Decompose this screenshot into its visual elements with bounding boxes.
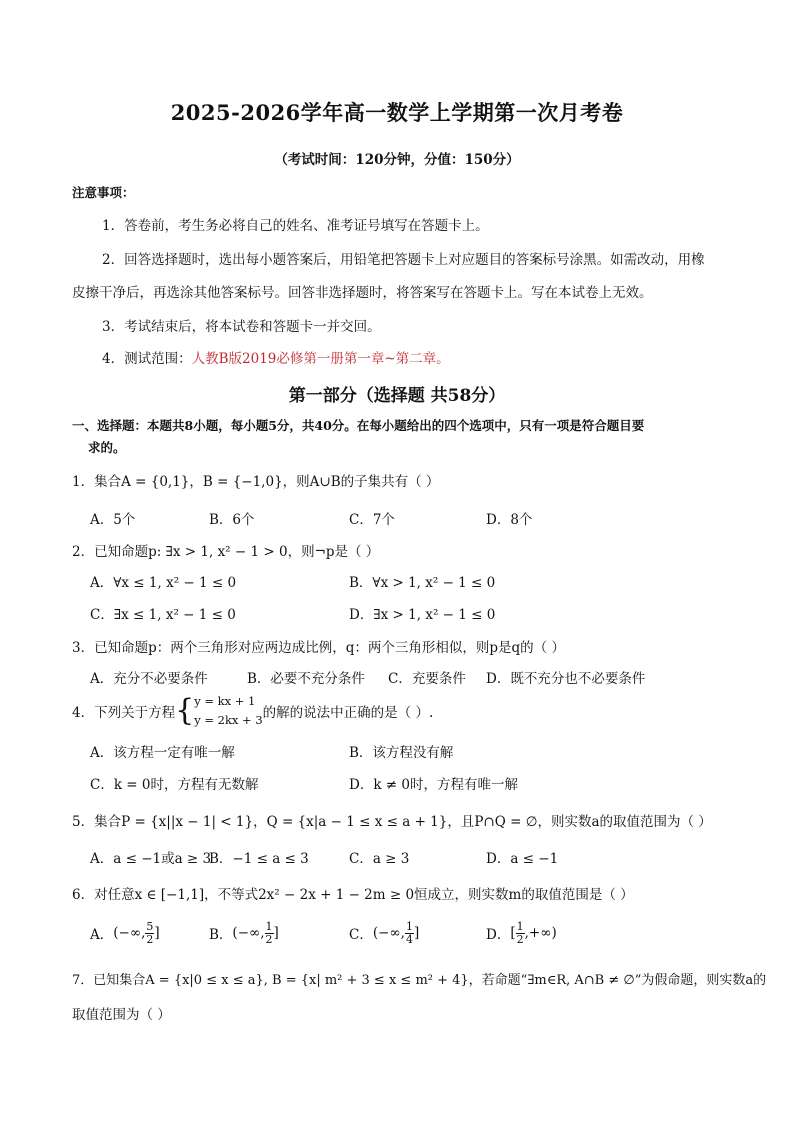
- question-5-option-b: B．−1 ≤ a ≤ 3: [209, 851, 309, 867]
- question-4-option-d: D．k ≠ 0时，方程有唯一解: [349, 777, 518, 793]
- question-3-option-b: B．必要不充分条件: [247, 671, 365, 687]
- notice-item-1: 1．答卷前，考生务必将自己的姓名、准考证号填写在答题卡上。: [102, 218, 489, 234]
- exam-subtitle: （考试时间：120分钟，分值：150分）: [274, 152, 520, 168]
- equation-2: y = 2kx + 3: [194, 713, 263, 727]
- fraction-numerator: 1: [265, 919, 273, 933]
- equation-1: y = kx + 1: [194, 694, 256, 708]
- question-6-stem: 6．对任意x ∈ [−1,1]，不等式2x² − 2x + 1 − 2m ≥ 0恒成立，则实数m的取值范围是（ ）: [72, 887, 634, 903]
- question-2-option-c: C．∃x ≤ 1, x² − 1 ≤ 0: [90, 607, 236, 623]
- question-5-option-d: D．a ≤ −1: [486, 851, 559, 867]
- question-7-stem-line-1: 7．已知集合A = {x|0 ≤ x ≤ a}, B = {x| m² + 3 ≤ x ≤ m² + 4}，若命题“∃m∈R, A∩B ≠ ∅”为假命题，则实数a的: [72, 973, 767, 988]
- section-title: 第一部分（选择题 共58分）: [288, 386, 506, 406]
- question-1-option-c: C．7个: [349, 512, 395, 528]
- question-2-option-a: A．∀x ≤ 1, x² − 1 ≤ 0: [90, 575, 237, 591]
- section-intro-line-2: 求的。: [88, 440, 126, 455]
- question-1-stem: 1．集合A = {0,1}，B = {−1,0}，则A∪B的子集共有（ ）: [72, 474, 440, 490]
- fraction-numerator: 5: [146, 919, 154, 933]
- question-6-option-b: [209, 917, 279, 949]
- interval-left: (−∞,: [372, 925, 405, 941]
- equation-system: [194, 692, 262, 730]
- question-1-option-a: A．5个: [90, 512, 136, 528]
- question-4-stem: [72, 691, 433, 731]
- notice-item-2-line-2: 皮擦干净后，再选涂其他答案标号。回答非选择题时，将答案写在答题卡上。写在本试卷上无效。: [72, 285, 653, 301]
- question-1-option-d: D．8个: [486, 512, 533, 528]
- fraction: [265, 921, 274, 946]
- question-4-stem-prefix: 4．下列关于方程: [72, 705, 176, 721]
- question-4-option-b: B．该方程没有解: [349, 745, 454, 761]
- interval-right: ]: [413, 925, 420, 941]
- question-5-stem: 5．集合P = {x||x − 1| < 1}，Q = {x|a − 1 ≤ x ≤ a + 1}，且P∩Q = ∅，则实数a的取值范围为（ ）: [72, 814, 712, 830]
- question-4-stem-suffix: 的解的说法中正确的是（ ）.: [262, 705, 434, 721]
- section-intro-line-1: 一、选择题：本题共8小题，每小题5分，共40分。在每小题给出的四个选项中，只有一项是符合题目要: [72, 418, 645, 433]
- fraction-numerator: 1: [516, 919, 524, 933]
- notice-item-4: [102, 347, 450, 367]
- question-3-stem: 3．已知命题p：两个三角形对应两边成比例，q：两个三角形相似，则p是q的（ ）: [72, 640, 565, 656]
- exam-title: 2025-2026学年高一数学上学期第一次月考卷: [170, 100, 624, 125]
- notice-item-4-scope: 人教B版2019必修第一册第一章~第二章。: [191, 351, 450, 367]
- question-2-option-d: D．∃x > 1, x² − 1 ≤ 0: [349, 607, 496, 623]
- fraction-denominator: 2: [516, 932, 524, 946]
- question-6-option-d: [486, 917, 557, 949]
- question-6-option-a: [90, 917, 160, 949]
- question-1-option-b: B．6个: [209, 512, 255, 528]
- interval-left: [: [510, 925, 516, 941]
- option-c-label: C．: [349, 927, 373, 943]
- question-2-option-b: B．∀x > 1, x² − 1 ≤ 0: [349, 575, 496, 591]
- fraction: [405, 921, 414, 946]
- interval-left: (−∞,: [113, 925, 146, 941]
- notice-item-3: 3．考试结束后，将本试卷和答题卡一并交回。: [102, 319, 381, 335]
- notice-item-4-prefix: 4．测试范围：: [102, 351, 192, 367]
- interval-right: ]: [154, 925, 160, 941]
- notice-item-2-line-1: 2．回答选择题时，选出每小题答案后，用铅笔把答题卡上对应题目的答案标号涂黑。如需改动，用橡: [102, 252, 705, 268]
- equation-system-brace: {: [175, 693, 195, 728]
- fraction: [145, 921, 154, 946]
- question-6-option-c: [349, 917, 419, 949]
- question-5-option-c: C．a ≥ 3: [349, 851, 410, 867]
- option-a-label: A．: [90, 927, 114, 943]
- question-3-option-c: C．充要条件: [388, 671, 466, 687]
- interval-right: ]: [273, 925, 279, 941]
- fraction-denominator: 4: [405, 932, 413, 946]
- fraction-numerator: 1: [405, 919, 413, 933]
- interval-left: (−∞,: [232, 925, 265, 941]
- question-2-stem: 2．已知命题p: ∃x > 1, x² − 1 > 0，则¬p是（ ）: [72, 544, 380, 560]
- question-4-option-a: A．该方程一定有唯一解: [90, 745, 235, 761]
- question-5-option-a: A．a ≤ −1或a ≥ 3: [90, 851, 212, 867]
- fraction-denominator: 2: [146, 932, 154, 946]
- interval-right: ,+∞): [524, 925, 557, 941]
- question-4-option-c: C．k = 0时，方程有无数解: [90, 777, 259, 793]
- notice-heading: 注意事项：: [72, 185, 135, 200]
- fraction: [516, 921, 525, 946]
- question-3-option-a: A．充分不必要条件: [90, 671, 208, 687]
- fraction-denominator: 2: [265, 932, 273, 946]
- question-3-option-d: D．既不充分也不必要条件: [486, 671, 646, 687]
- option-b-label: B．: [209, 927, 233, 943]
- question-7-stem-line-2: 取值范围为（ ）: [72, 1007, 171, 1023]
- option-d-label: D．: [486, 927, 511, 943]
